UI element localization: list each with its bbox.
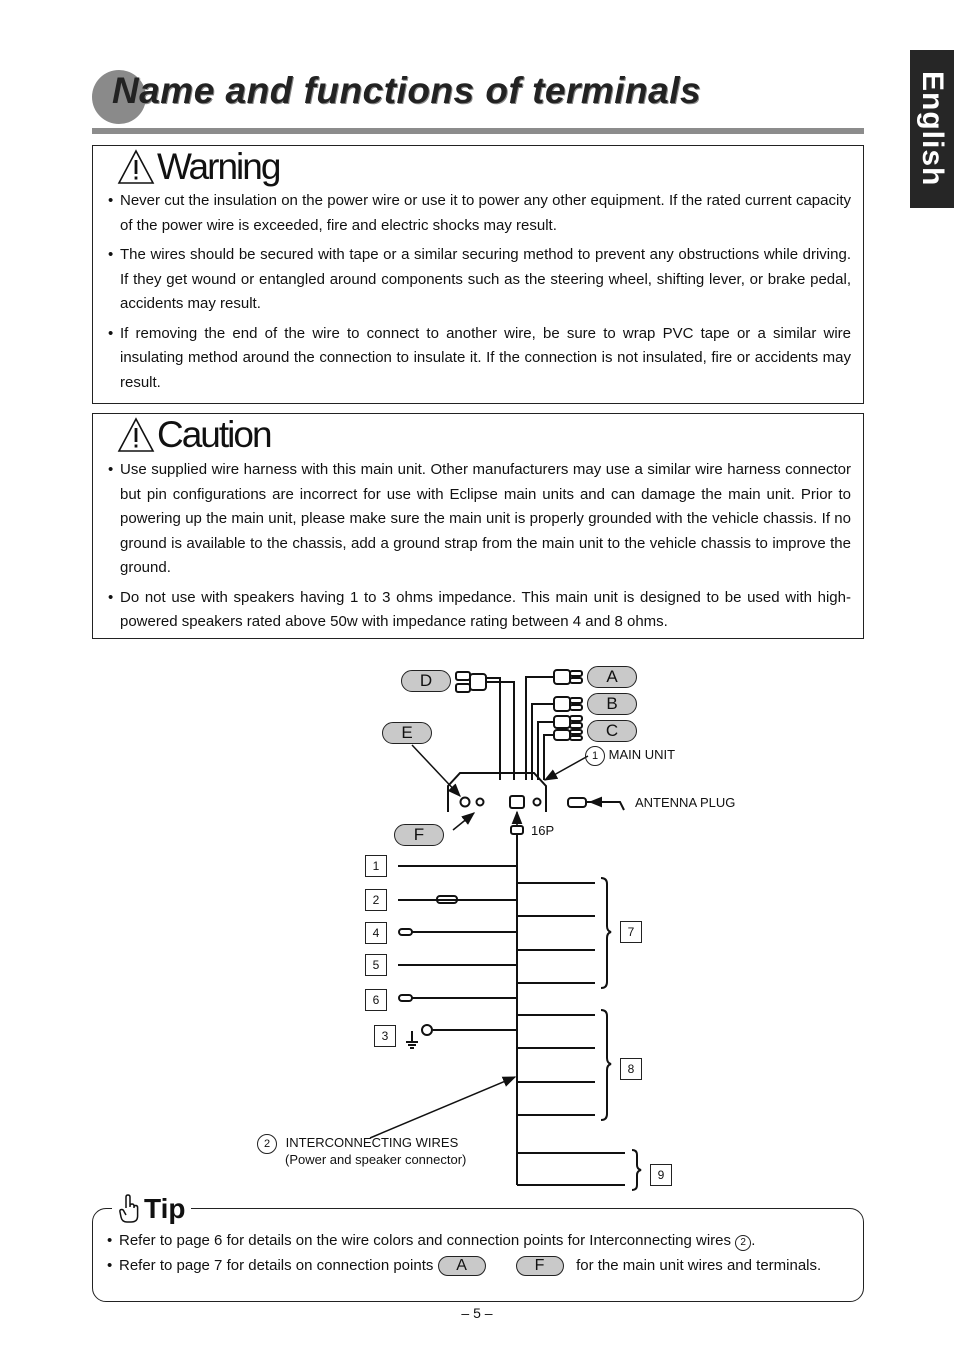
terminal-label-d: D <box>401 670 451 692</box>
main-unit-number: 1 <box>585 746 605 766</box>
brace-9 <box>632 1150 641 1190</box>
page-title: Name and functions of terminals <box>112 70 702 111</box>
tip-line2-text: Refer to page 7 for details on connection points <box>119 1256 434 1274</box>
warning-item: • If removing the end of the wire to connect to another wire, be sure to wrap PVC tape or a similar wire insulating method around the connection to insulate it. If the connection is not insulated, fire or accidents may result. <box>107 322 851 396</box>
wire-number-5: 5 <box>365 954 387 976</box>
tip-line1-number: 2 <box>735 1235 751 1251</box>
tip-line2-end: for the main unit wires and terminals. <box>576 1256 822 1274</box>
tip-item <box>106 1229 846 1254</box>
ground-terminal-icon <box>422 1025 432 1035</box>
pointing-hand-icon <box>118 1194 140 1224</box>
wire-number-3: 3 <box>374 1025 396 1047</box>
warning-heading-text: Warning <box>157 146 280 187</box>
antenna-plug-icon <box>568 798 624 810</box>
terminal-label-f: F <box>394 824 444 846</box>
page-number: – 5 – <box>461 1305 493 1321</box>
main-unit-label <box>585 746 675 766</box>
wire-number-1: 1 <box>365 855 387 877</box>
wire-number-8: 8 <box>620 1058 642 1080</box>
wire-number-4: 4 <box>365 922 387 944</box>
connector-16p-label: 16P <box>531 823 555 838</box>
tip-item <box>106 1254 846 1279</box>
tip-line1-end: . <box>751 1232 756 1249</box>
language-tab-label: English <box>916 71 949 187</box>
warning-item: • Never cut the insulation on the power wire or use it to power any other equipment. If the rated current capacity of the power wire is exceeded, fire and electric shocks may result. <box>107 189 851 238</box>
terminal-label-b: B <box>587 693 637 715</box>
tip-heading <box>112 1193 191 1225</box>
main-unit-text: MAIN UNIT <box>608 747 676 762</box>
terminal-label-a: A <box>587 666 637 688</box>
terminal-label-c: C <box>587 720 637 742</box>
interconnecting-wires-sublabel: (Power and speaker connector) <box>285 1152 467 1167</box>
wires-text: INTERCONNECTING WIRES <box>285 1135 459 1150</box>
wire-number-2: 2 <box>365 889 387 911</box>
warning-item: • The wires should be secured with tape or a similar securing method to prevent any obstructions while driving. If they get wound or entangled around components such as the steering wheel, shifting lever, or brake pedal, accidents may result. <box>107 243 851 317</box>
interconnecting-wires-label <box>257 1134 458 1154</box>
tip-heading-text: Tip <box>144 1193 186 1224</box>
brace-8 <box>601 1010 611 1120</box>
terminal-label-e: E <box>382 722 432 744</box>
wire-number-6: 6 <box>365 989 387 1011</box>
tip-line1-text: Refer to page 6 for details on the wire colors and connection points for Interconnecting wires <box>119 1232 732 1249</box>
caution-item: • Use supplied wire harness with this main unit. Other manufacturers may use a similar wire harness connector but pin configurations are incorrect for use with Eclipse main units and can damage the main unit. Prior to powering up the main unit, please make sure the main unit is properly grounded with the vehicle chassis. If no ground is available to the chassis, add a ground strap from the main unit to the vehicle chassis to improve the ground. <box>107 458 851 581</box>
rca-plug-d-icon <box>456 672 514 780</box>
antenna-plug-label: ANTENNA PLUG <box>635 795 736 810</box>
tip-terminal-from: A <box>438 1256 486 1276</box>
wire-number-9: 9 <box>650 1164 672 1186</box>
caution-heading-text: Caution <box>157 414 271 455</box>
tip-terminal-to: F <box>516 1256 564 1276</box>
caution-item: • Do not use with speakers having 1 to 3 ohms impedance. This main unit is designed to be used with high-powered speakers rated above 50w with impedance rating between 4 and 8 ohms. <box>107 586 851 635</box>
brace-7 <box>601 878 611 988</box>
tip-list <box>106 1229 846 1283</box>
wires-number: 2 <box>257 1134 277 1154</box>
wire-number-7: 7 <box>620 921 642 943</box>
